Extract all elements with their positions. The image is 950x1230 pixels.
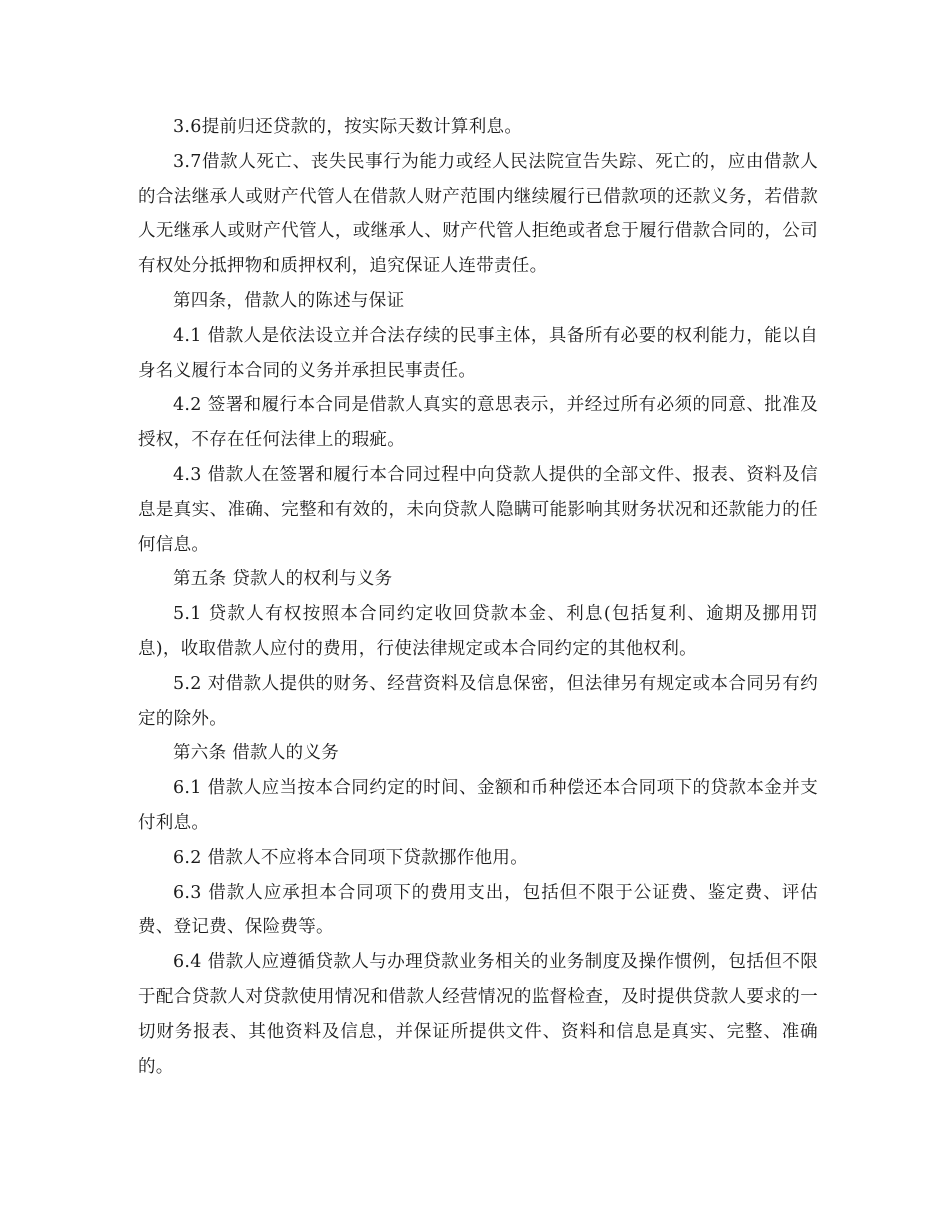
document-body [138,110,818,1084]
clause-6-1: 6.1 借款人应当按本合同约定的时间、金额和币种偿还本合同项下的贷款本金并支付利息。 [138,778,818,833]
clause-3-6: 3.6提前归还贷款的，按实际天数计算利息。 [173,117,523,137]
article-4-heading: 第四条，借款人的陈述与保证 [173,290,405,311]
clause-3-7: 3.7借款人死亡、丧失民事行为能力或经人民法院宣告失踪、死亡的，应由借款人的合法继承人或财产代管人在借款人财产范围内继续履行已借款项的还款义务，若借款人无继承人或财产代管人，或继承人、财产代管人拒绝或者怠于履行借款合同的，公司有权处分抵押物和质押权利，追究保证人连带责任。 [138,151,818,277]
clause-6-4: 6.4 借款人应遵循贷款人与办理贷款业务相关的业务制度及操作惯例，包括但不限于配合贷款人对贷款使用情况和借款人经营情况的监督检查，及时提供贷款人要求的一切财务报表、其他资料及信息，并保证所提供文件、资料和信息是真实、完整、准确的。 [138,952,818,1077]
clause-6-2: 6.2 借款人不应将本合同项下贷款挪作他用。 [173,847,528,868]
article-6-heading: 第六条 借款人的义务 [173,743,340,764]
clause-6-3: 6.3 借款人应承担本合同项下的费用支出，包括但不限于公证费、鉴定费、评估费、登记费、保险费等。 [138,882,818,938]
clause-5-1: 5.1 贷款人有权按照本合同约定收回贷款本金、利息(包括复利、逾期及挪用罚息)，收取借款人应付的费用，行使法律规定或本合同约定的其他权利。 [138,604,818,659]
article-5-heading: 第五条 贷款人的权利与义务 [173,569,393,590]
clause-4-2: 4.2 签署和履行本合同是借款人真实的意思表示，并经过所有必须的同意、批准及授权，不存在任何法律上的瑕疵。 [138,395,818,451]
clause-5-2: 5.2 对借款人提供的财务、经营资料及信息保密，但法律另有规定或本合同另有约定的除外。 [138,673,818,729]
clause-4-1: 4.1 借款人是依法设立并合法存续的民事主体，具备所有必要的权利能力，能以自身名义履行本合同的义务并承担民事责任。 [138,325,818,381]
clause-4-3: 4.3 借款人在签署和履行本合同过程中向贷款人提供的全部文件、报表、资料及信息是真实、准确、完整和有效的，未向贷款人隐瞒可能影响其财务状况和还款能力的任何信息。 [138,464,818,555]
